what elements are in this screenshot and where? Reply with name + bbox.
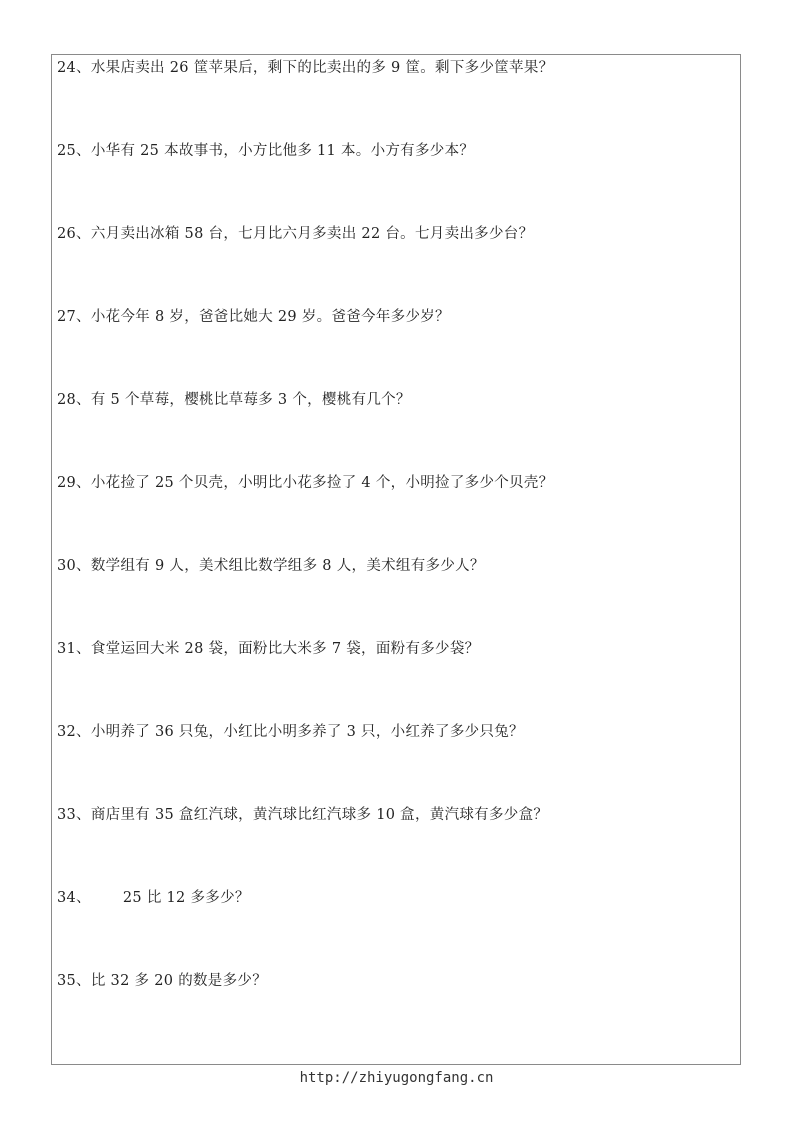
question-27: 27、小花今年 8 岁，爸爸比她大 29 岁。爸爸今年多少岁？ xyxy=(57,309,450,325)
question-25: 25、小华有 25 本故事书，小方比他多 11 本。小方有多少本？ xyxy=(57,143,475,159)
question-34-text: 25 比 12 多多少？ xyxy=(122,890,250,906)
question-34 xyxy=(57,889,250,907)
question-32: 32、小明养了 36 只兔，小红比小明多养了 3 只，小红养了多少只兔？ xyxy=(57,724,524,740)
question-30: 30、数学组有 9 人，美术组比数学组多 8 人，美术组有多少人？ xyxy=(57,558,485,574)
question-28: 28、有 5 个草莓，樱桃比草莓多 3 个，樱桃有几个？ xyxy=(57,392,411,408)
question-29: 29、小花捡了 25 个贝壳，小明比小花多捡了 4 个，小明捡了多少个贝壳？ xyxy=(57,475,554,491)
question-31: 31、食堂运回大米 28 袋，面粉比大米多 7 袋，面粉有多少袋？ xyxy=(57,641,480,657)
question-34-number: 34、 xyxy=(57,890,91,906)
question-26: 26、六月卖出冰箱 58 台，七月比六月多卖出 22 台。七月卖出多少台？ xyxy=(57,226,534,242)
question-33: 33、商店里有 35 盒红汽球，黄汽球比红汽球多 10 盒，黄汽球有多少盒？ xyxy=(57,807,549,823)
footer-url: http://zhiyugongfang.cn xyxy=(299,1070,494,1086)
question-24: 24、水果店卖出 26 筐苹果后，剩下的比卖出的多 9 筐。剩下多少筐苹果？ xyxy=(57,60,554,76)
question-35: 35、比 32 多 20 的数是多少？ xyxy=(57,973,267,989)
